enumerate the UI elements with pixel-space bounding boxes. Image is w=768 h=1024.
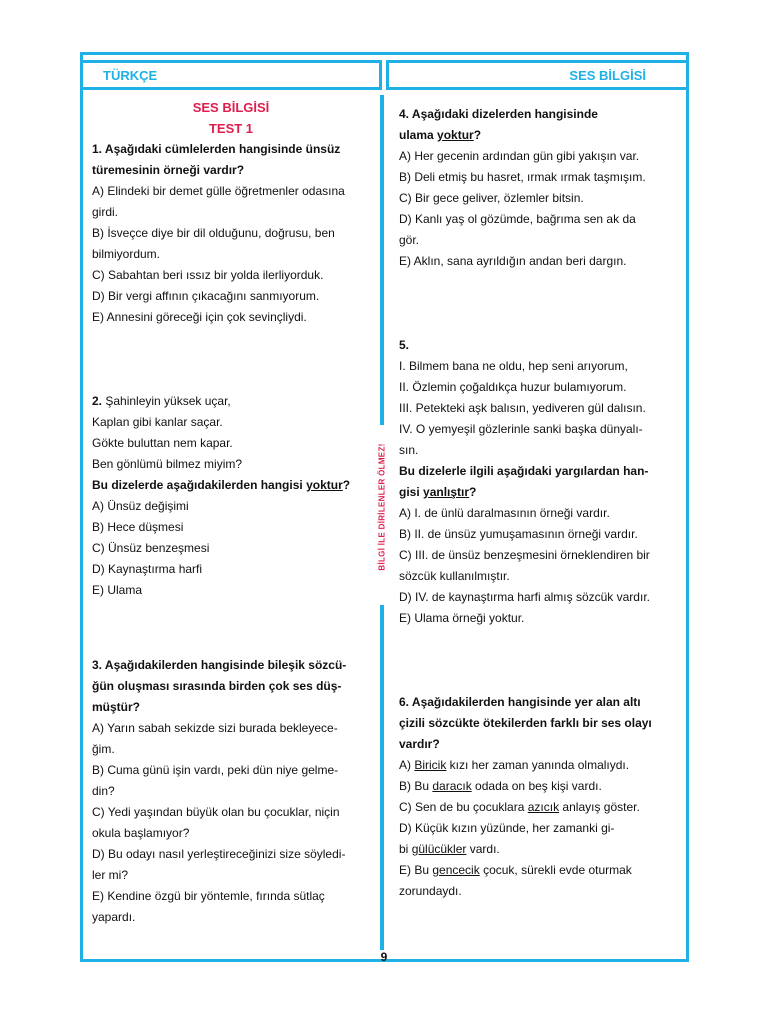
option-d: D) Bir vergi affının çıkacağını sanmıyorum. — [92, 289, 320, 303]
poem-line: 2. Şahinleyin yüksek uçar, — [92, 394, 231, 408]
header-topic: SES BİLGİSİ — [569, 68, 646, 83]
option-a: ğim. — [92, 742, 115, 756]
header-left-box — [80, 60, 382, 90]
option-b: B) Hece düşmesi — [92, 520, 184, 534]
option-e: zorundaydı. — [399, 884, 462, 898]
page-number: 9 — [380, 950, 388, 964]
question-5-stem: Bu dizelerle ilgili aşağıdaki yargılardan han- — [399, 464, 649, 478]
option-b: B) İsveçce diye bir dil olduğunu, doğrusu, ben — [92, 226, 335, 240]
option-e: E) Bu gencecik çocuk, sürekli evde oturmak — [399, 863, 632, 877]
option-e: E) Ulama örneği yoktur. — [399, 611, 525, 625]
option-b: bilmiyordum. — [92, 247, 161, 261]
question-6-stem: çizili sözcükte ötekilerden farklı bir ses olayı — [399, 716, 652, 730]
option-a: A) Her gecenin ardından gün gibi yakışın var. — [399, 149, 640, 163]
question-1 — [92, 139, 370, 328]
poem-line: Kaplan gibi kanlar saçar. — [92, 415, 223, 429]
option-e: E) Annesini göreceği için çok sevinçliydi. — [92, 310, 307, 324]
option-e: E) Aklın, sana ayrıldığın andan beri dargın. — [399, 254, 627, 268]
option-d: D) Bu odayı nasıl yerleştireceğinizi size söyledi- — [92, 847, 346, 861]
question-3 — [92, 655, 370, 928]
option-d: D) Küçük kızın yüzünde, her zamanki gi- — [399, 821, 615, 835]
test-title: SES BİLGİSİ — [192, 100, 270, 115]
option-a: A) Elindeki bir demet gülle öğretmenler odasına — [92, 184, 345, 198]
option-e: yapardı. — [92, 910, 136, 924]
option-a: A) Ünsüz değişimi — [92, 499, 189, 513]
question-3-stem: 3. Aşağıdakilerden hangisinde bileşik sözcü- — [92, 658, 347, 672]
poem-line: Ben gönlümü bilmez miyim? — [92, 457, 243, 471]
option-a: girdi. — [92, 205, 119, 219]
question-5 — [399, 335, 679, 629]
side-slogan: BİLGİ İLE DİRİLENLER ÖLMEZ! — [377, 443, 387, 571]
option-e: E) Ulama — [92, 583, 143, 597]
question-5-number: 5. — [399, 338, 410, 352]
option-c: C) Sen de bu çocuklara azıcık anlayış göster. — [399, 800, 640, 814]
option-d: D) Kaynaştırma harfi — [92, 562, 203, 576]
question-1-stem: 1. Aşağıdaki cümlelerden hangisinde ünsüz — [92, 142, 341, 156]
option-c: okula başlamıyor? — [92, 826, 190, 840]
option-a: A) I. de ünlü daralmasının örneği vardır. — [399, 506, 610, 520]
question-6 — [399, 692, 679, 902]
option-b: B) Cuma günü işin vardı, peki dün niye gelme- — [92, 763, 339, 777]
poem-line: Gökte buluttan nem kapar. — [92, 436, 233, 450]
question-5-stem: gisi yanlıştır? — [399, 485, 477, 499]
poem-line: sın. — [399, 443, 419, 457]
option-c: C) Bir gece geliver, özlemler bitsin. — [399, 191, 584, 205]
option-b: B) Deli etmiş bu hasret, ırmak ırmak taşmışım. — [399, 170, 646, 184]
question-4-stem: ulama yoktur? — [399, 128, 482, 142]
poem-line: IV. O yemyeşil gözlerinle sanki başka dünyalı- — [399, 422, 643, 436]
option-d: ler mi? — [92, 868, 129, 882]
option-a: A) Biricik kızı her zaman yanında olmalıydı. — [399, 758, 630, 772]
option-d: D) Kanlı yaş ol gözümde, bağrıma sen ak da — [399, 212, 636, 226]
header-right-box — [386, 60, 689, 90]
column-divider-bottom — [380, 605, 384, 950]
column-divider-top — [380, 95, 384, 425]
question-3-stem: müştür? — [92, 700, 140, 714]
option-b: B) II. de ünsüz yumuşamasının örneği vardır. — [399, 527, 638, 541]
question-4-stem: 4. Aşağıdaki dizelerden hangisinde — [399, 107, 598, 121]
option-b: B) Bu daracık odada on beş kişi vardı. — [399, 779, 602, 793]
poem-line: I. Bilmem bana ne oldu, hep seni arıyorum, — [399, 359, 628, 373]
header-subject: TÜRKÇE — [103, 68, 158, 83]
question-6-stem: vardır? — [399, 737, 440, 751]
option-c: C) Sabahtan beri ıssız bir yolda ilerliyorduk. — [92, 268, 324, 282]
test-subtitle: TEST 1 — [208, 121, 254, 136]
option-b: din? — [92, 784, 115, 798]
option-d: D) IV. de kaynaştırma harfi almış sözcük vardır. — [399, 590, 650, 604]
option-c: sözcük kullanılmıştır. — [399, 569, 510, 583]
poem-line: III. Petekteki aşk balısın, yediveren gül dalısın. — [399, 401, 646, 415]
left-column — [92, 97, 370, 928]
option-c: C) Yedi yaşından büyük olan bu çocuklar, niçin — [92, 805, 340, 819]
question-1-stem: türemesinin örneği vardır? — [92, 163, 245, 177]
question-4 — [399, 104, 679, 272]
question-3-stem: ğün oluşması sırasında birden çok ses düş- — [92, 679, 342, 693]
option-d: bi gülücükler vardı. — [399, 842, 500, 856]
question-6-stem: 6. Aşağıdakilerden hangisinde yer alan altı — [399, 695, 641, 709]
poem-line: II. Özlemin çoğaldıkça huzur bulamıyorum. — [399, 380, 627, 394]
option-c: C) III. de ünsüz benzeşmesini örneklendiren bir — [399, 548, 650, 562]
option-a: A) Yarın sabah sekizde sizi burada bekleyece- — [92, 721, 338, 735]
option-e: E) Kendine özgü bir yöntemle, fırında sütlaç — [92, 889, 325, 903]
option-c: C) Ünsüz benzeşmesi — [92, 541, 210, 555]
question-2-stem: Bu dizelerde aşağıdakilerden hangisi yoktur? — [92, 478, 351, 492]
right-column — [399, 104, 679, 902]
question-2 — [92, 391, 370, 601]
option-d: gör. — [399, 233, 420, 247]
